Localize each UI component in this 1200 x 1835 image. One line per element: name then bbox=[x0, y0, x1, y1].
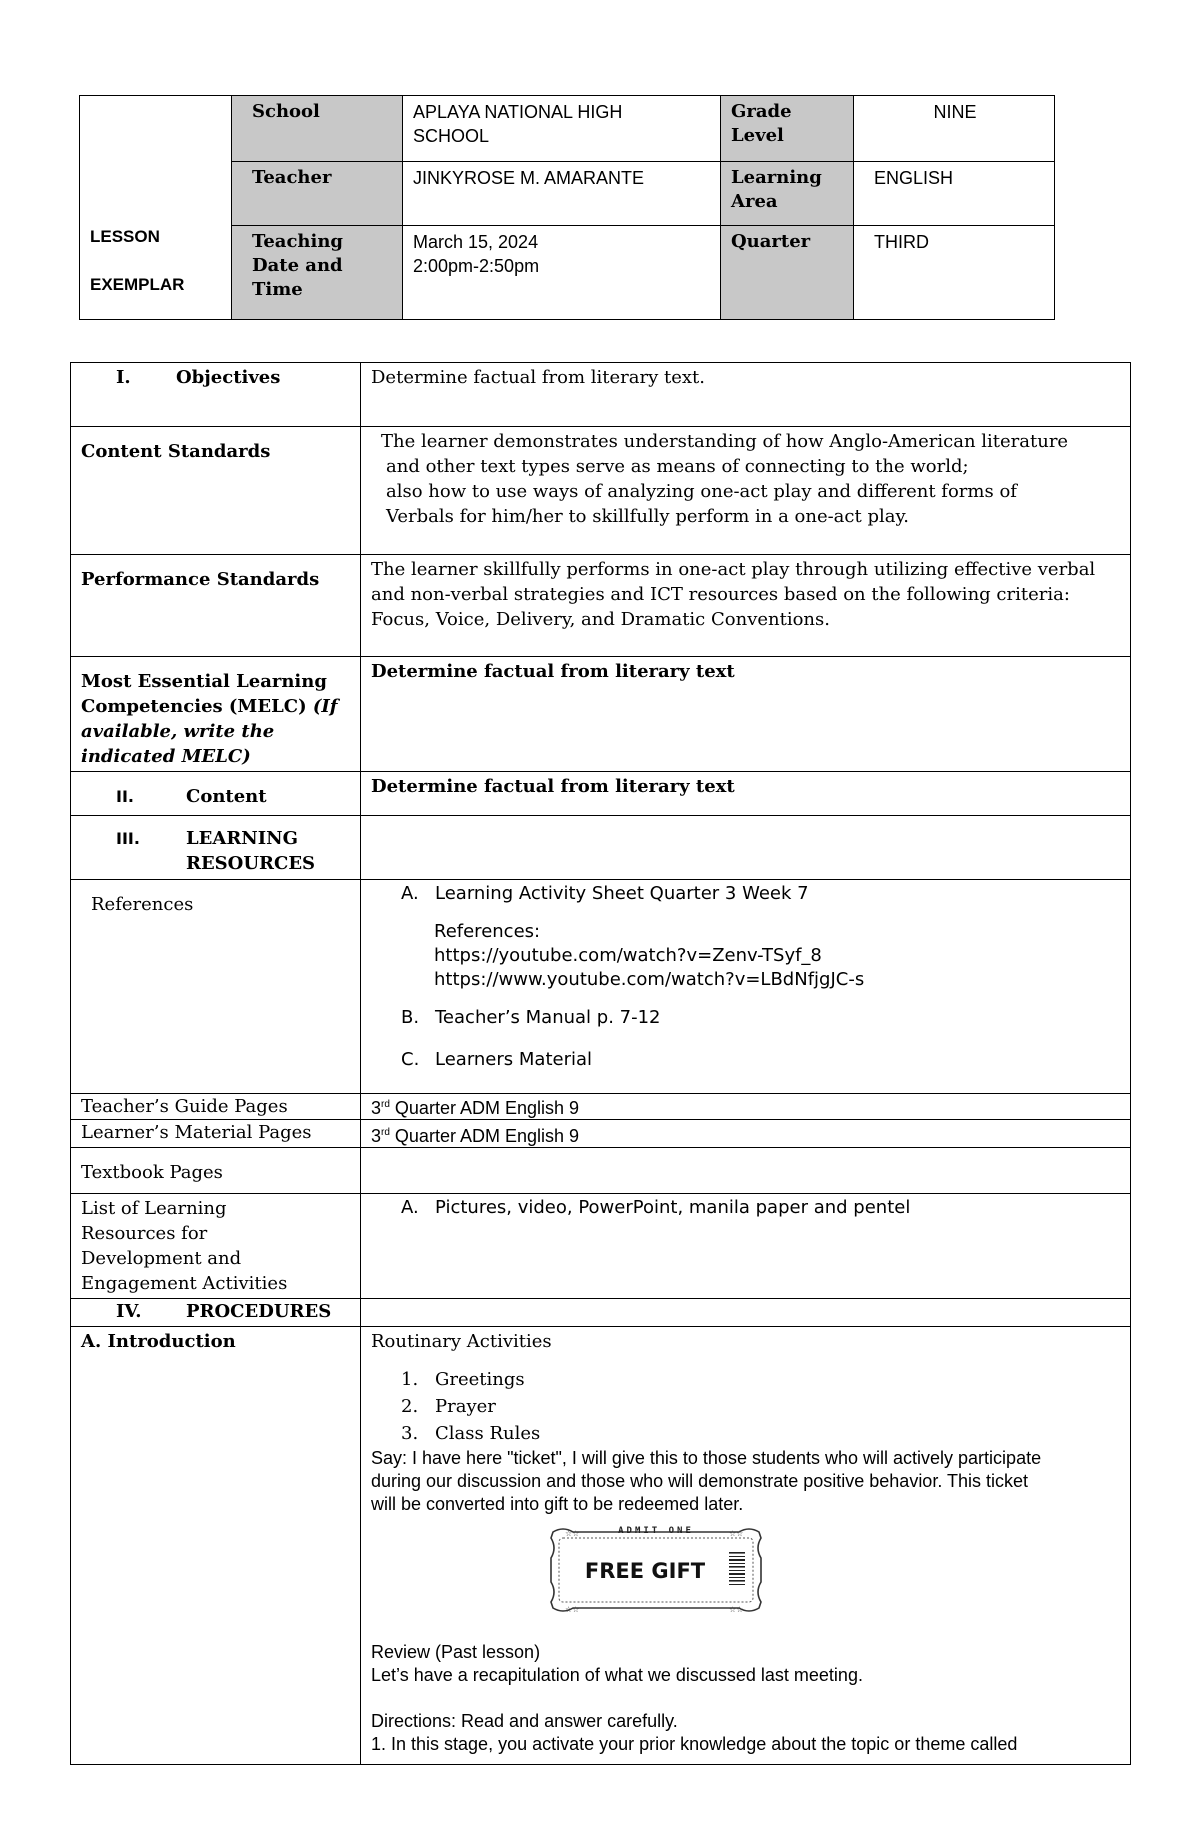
procedures-value-cell bbox=[361, 1299, 1131, 1327]
list-resources-marker: A. bbox=[401, 1197, 419, 1218]
question-1-text: 1. In this stage, you activate your prior knowledge about the topic or theme called bbox=[371, 1734, 1018, 1754]
textbook-value-cell bbox=[361, 1148, 1131, 1194]
reference-a-text: Learning Activity Sheet Quarter 3 Week 7 bbox=[435, 883, 809, 904]
teacher-label-cell bbox=[232, 162, 403, 226]
list-resources-label-cell bbox=[71, 1194, 361, 1299]
teacher-value-cell bbox=[403, 162, 721, 226]
lm-pages-rest: Quarter ADM English 9 bbox=[389, 1126, 580, 1146]
melc-value-cell bbox=[361, 657, 1131, 772]
learning-resources-numeral: III. bbox=[116, 829, 140, 848]
list-resources-text: Pictures, video, PowerPoint, manila paper and pentel bbox=[435, 1197, 911, 1218]
melc-label-cell bbox=[71, 657, 361, 772]
list-resources-label-line4: Engagement Activities bbox=[81, 1273, 288, 1294]
textbook-label-cell bbox=[71, 1148, 361, 1194]
performance-standards-line3: Focus, Voice, Delivery, and Dramatic Conventions. bbox=[371, 609, 830, 630]
tg-pages-sup: rd bbox=[381, 1099, 390, 1110]
content-standards-label: Content Standards bbox=[81, 441, 271, 462]
teacher-label: Teacher bbox=[252, 167, 332, 188]
ticket-top-text: ADMIT ONE bbox=[618, 1526, 694, 1536]
melc-label-italic2: available, write the bbox=[81, 721, 275, 742]
svg-text:☆☆: ☆☆ bbox=[565, 1605, 580, 1614]
reference-item-b bbox=[371, 1006, 1120, 1030]
quarter-value-cell bbox=[854, 226, 1055, 320]
routine-item-1 bbox=[371, 1366, 1120, 1393]
objectives-label: Objectives bbox=[176, 367, 281, 388]
directions-text: Directions: Read and answer carefully. bbox=[371, 1711, 678, 1731]
grade-label-line2: Level bbox=[731, 125, 784, 146]
lesson-label: LESSON bbox=[90, 227, 160, 246]
content-label: Content bbox=[186, 786, 267, 807]
learning-resources-row bbox=[71, 816, 1131, 880]
introduction-row bbox=[71, 1327, 1131, 1765]
lm-pages-label: Learner’s Material Pages bbox=[81, 1122, 312, 1143]
say-line2: during our discussion and those who will demonstrate positive behavior. This ticket bbox=[371, 1471, 1029, 1491]
area-label-line1: Learning bbox=[731, 167, 822, 188]
routine-marker-1: 1. bbox=[401, 1369, 419, 1390]
routine-marker-3: 3. bbox=[401, 1423, 419, 1444]
routine-item-2 bbox=[371, 1393, 1120, 1420]
date-value-line2: 2:00pm-2:50pm bbox=[413, 256, 540, 276]
learning-resources-label-line1: LEARNING bbox=[186, 828, 298, 849]
melc-value: Determine factual from literary text bbox=[371, 661, 735, 682]
content-value-cell bbox=[361, 772, 1131, 816]
recap-text: Let’s have a recapitulation of what we discussed last meeting. bbox=[371, 1665, 863, 1685]
lm-pages-row bbox=[71, 1120, 1131, 1148]
routinary-activities: Routinary Activities bbox=[371, 1331, 552, 1352]
reference-c-text: Learners Material bbox=[435, 1049, 593, 1070]
textbook-label: Textbook Pages bbox=[81, 1162, 223, 1183]
date-value-cell bbox=[403, 226, 721, 320]
area-value: ENGLISH bbox=[874, 168, 954, 188]
reference-url-1: https://youtube.com/watch?v=Zenv-TSyf_8 bbox=[434, 945, 822, 966]
learning-resources-label-cell bbox=[71, 816, 361, 880]
lm-pages-sup: rd bbox=[381, 1127, 390, 1138]
tg-pages-num: 3 bbox=[371, 1098, 382, 1118]
reference-c-marker: C. bbox=[401, 1049, 420, 1070]
reference-a-marker: A. bbox=[401, 883, 419, 904]
procedures-row bbox=[71, 1299, 1131, 1327]
svg-text:☆☆: ☆☆ bbox=[729, 1605, 744, 1614]
references-label-cell bbox=[71, 880, 361, 1094]
grade-value: NINE bbox=[933, 102, 977, 122]
school-value-cell bbox=[403, 96, 721, 162]
school-label-cell bbox=[232, 96, 403, 162]
procedures-numeral: IV. bbox=[116, 1301, 142, 1322]
procedures-label-cell bbox=[71, 1299, 361, 1327]
introduction-label: A. Introduction bbox=[81, 1331, 236, 1352]
tg-pages-row bbox=[71, 1094, 1131, 1120]
melc-row bbox=[71, 657, 1131, 772]
exemplar-label: EXEMPLAR bbox=[90, 275, 185, 294]
learning-resources-value-cell bbox=[361, 816, 1131, 880]
free-gift-ticket-image bbox=[539, 1524, 771, 1616]
reference-url-2: https://www.youtube.com/watch?v=LBdNfjgJC-s bbox=[434, 969, 865, 990]
teacher-value: JINKYROSE M. AMARANTE bbox=[413, 168, 645, 188]
content-standards-value-cell bbox=[361, 427, 1131, 555]
quarter-label: Quarter bbox=[731, 231, 811, 252]
list-resources-label-line1: List of Learning bbox=[81, 1198, 227, 1219]
references-sub-label: References: bbox=[434, 921, 541, 942]
tg-pages-label: Teacher’s Guide Pages bbox=[81, 1096, 288, 1117]
grade-label-line1: Grade bbox=[731, 101, 792, 122]
reference-b-text: Teacher’s Manual p. 7-12 bbox=[435, 1007, 661, 1028]
objectives-label-cell bbox=[71, 363, 361, 427]
reference-item-a bbox=[371, 882, 1120, 906]
references-row bbox=[71, 880, 1131, 1094]
introduction-value-cell bbox=[361, 1327, 1131, 1765]
objectives-value: Determine factual from literary text. bbox=[371, 367, 705, 388]
lm-pages-label-cell bbox=[71, 1120, 361, 1148]
introduction-label-cell bbox=[71, 1327, 361, 1765]
content-standards-label-cell bbox=[71, 427, 361, 555]
performance-standards-line1: The learner skillfully performs in one-act play through utilizing effective verbal bbox=[371, 559, 1096, 580]
performance-standards-line2: and non-verbal strategies and ICT resources based on the following criteria: bbox=[371, 584, 1070, 605]
lesson-plan-table bbox=[70, 362, 1131, 1765]
performance-standards-row bbox=[71, 555, 1131, 657]
content-standards-line4: Verbals for him/her to skillfully perform in a one-act play. bbox=[386, 506, 909, 527]
date-label-line3: Time bbox=[252, 279, 303, 300]
melc-label-line2: Competencies (MELC) bbox=[81, 696, 307, 717]
routine-text-3: Class Rules bbox=[435, 1423, 541, 1444]
svg-text:☆☆: ☆☆ bbox=[729, 1529, 744, 1538]
procedures-label: PROCEDURES bbox=[186, 1301, 332, 1322]
quarter-value: THIRD bbox=[874, 232, 929, 252]
list-resources-value-cell bbox=[361, 1194, 1131, 1299]
textbook-row bbox=[71, 1148, 1131, 1194]
content-standards-line2: and other text types serve as means of connecting to the world; bbox=[386, 456, 969, 477]
tg-pages-value-cell bbox=[361, 1094, 1131, 1120]
list-resources-label-line2: Resources for bbox=[81, 1223, 208, 1244]
list-resources-label-line3: Development and bbox=[81, 1248, 242, 1269]
area-label-cell bbox=[721, 162, 854, 226]
date-value-line1: March 15, 2024 bbox=[413, 232, 539, 252]
header-table bbox=[79, 95, 1055, 320]
reference-b-marker: B. bbox=[401, 1007, 420, 1028]
lesson-exemplar-cell bbox=[80, 96, 232, 320]
reference-item-c bbox=[371, 1048, 1120, 1072]
content-row bbox=[71, 772, 1131, 816]
performance-standards-label-cell bbox=[71, 555, 361, 657]
objectives-value-cell bbox=[361, 363, 1131, 427]
routine-text-1: Greetings bbox=[435, 1369, 525, 1390]
say-line1: Say: I have here "ticket", I will give this to those students who will actively participate bbox=[371, 1448, 1042, 1468]
content-numeral: II. bbox=[116, 787, 134, 806]
grade-value-cell bbox=[854, 96, 1055, 162]
tg-pages-rest: Quarter ADM English 9 bbox=[389, 1098, 580, 1118]
content-standards-line3: also how to use ways of analyzing one-act play and different forms of bbox=[386, 481, 1017, 502]
list-resources-item bbox=[371, 1196, 1120, 1220]
review-heading: Review (Past lesson) bbox=[371, 1642, 541, 1662]
lm-pages-num: 3 bbox=[371, 1126, 382, 1146]
performance-standards-value-cell bbox=[361, 555, 1131, 657]
melc-label-italic1: (If bbox=[312, 696, 338, 717]
objectives-row bbox=[71, 363, 1131, 427]
list-resources-row bbox=[71, 1194, 1131, 1299]
school-label: School bbox=[252, 101, 320, 122]
references-label: References bbox=[91, 894, 194, 915]
routine-marker-2: 2. bbox=[401, 1396, 419, 1417]
grade-label-cell bbox=[721, 96, 854, 162]
school-value-line1: APLAYA NATIONAL HIGH bbox=[413, 102, 623, 122]
date-label-cell bbox=[232, 226, 403, 320]
performance-standards-label: Performance Standards bbox=[81, 569, 320, 590]
date-label-line1: Teaching bbox=[252, 231, 344, 252]
school-value-line2: SCHOOL bbox=[413, 126, 490, 146]
objectives-numeral: I. bbox=[116, 367, 131, 388]
area-value-cell bbox=[854, 162, 1055, 226]
lm-pages-value-cell bbox=[361, 1120, 1131, 1148]
quarter-label-cell bbox=[721, 226, 854, 320]
say-line3: will be converted into gift to be redeemed later. bbox=[371, 1494, 744, 1514]
svg-text:☆☆: ☆☆ bbox=[565, 1529, 580, 1538]
ticket-free-gift-text: FREE GIFT bbox=[584, 1559, 706, 1583]
content-label-cell bbox=[71, 772, 361, 816]
content-standards-line1: The learner demonstrates understanding of how Anglo-American literature bbox=[381, 431, 1069, 452]
melc-label-italic3: indicated MELC) bbox=[81, 746, 251, 767]
content-standards-row bbox=[71, 427, 1131, 555]
learning-resources-label-line2: RESOURCES bbox=[186, 853, 316, 874]
melc-label-line1: Most Essential Learning bbox=[81, 671, 327, 692]
area-label-line2: Area bbox=[731, 191, 778, 212]
references-value-cell bbox=[361, 880, 1131, 1094]
content-value: Determine factual from literary text bbox=[371, 776, 735, 797]
routine-text-2: Prayer bbox=[435, 1396, 496, 1417]
tg-pages-label-cell bbox=[71, 1094, 361, 1120]
date-label-line2: Date and bbox=[252, 255, 343, 276]
routine-item-3 bbox=[371, 1420, 1120, 1447]
